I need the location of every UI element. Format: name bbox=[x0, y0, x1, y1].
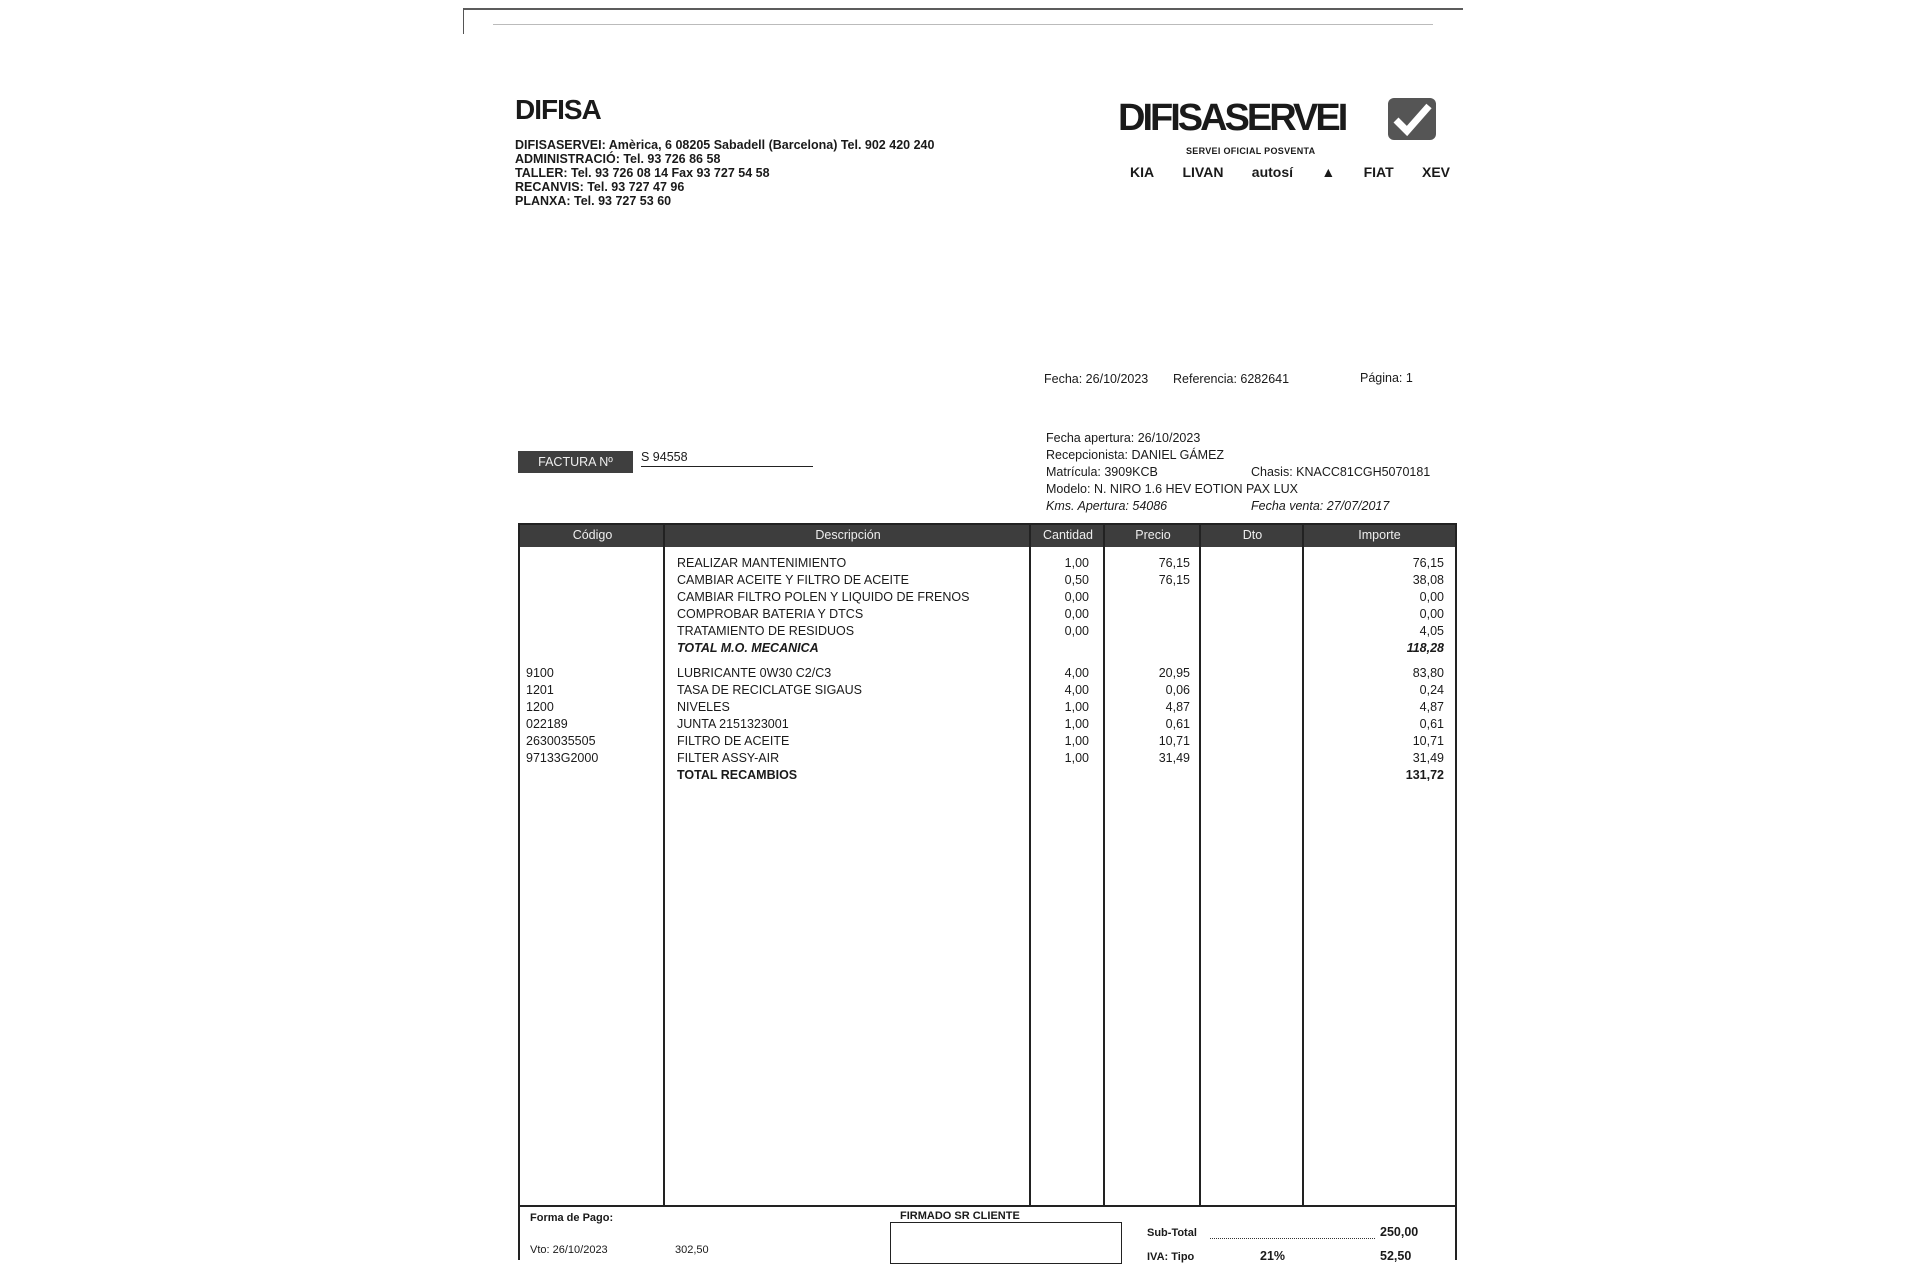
row-importe: 0,00 bbox=[1419, 607, 1444, 621]
row-importe: 0,00 bbox=[1419, 590, 1444, 604]
abarth-logo: ▲ bbox=[1321, 164, 1336, 180]
row-importe: 10,71 bbox=[1412, 734, 1444, 748]
fecha-apertura: Fecha apertura: 26/10/2023 bbox=[1046, 431, 1201, 445]
recepcionista: Recepcionista: DANIEL GÁMEZ bbox=[1046, 448, 1225, 462]
scan-top-line bbox=[493, 24, 1433, 25]
row-importe: 76,15 bbox=[1412, 556, 1444, 570]
company-address: DIFISASERVEI: Amèrica, 6 08205 Sabadell (Barcelona) Tel. 902 420 240 bbox=[515, 138, 935, 152]
row-codigo: 97133G2000 bbox=[526, 751, 599, 765]
fiat-logo: FIAT bbox=[1363, 164, 1394, 180]
signature-box bbox=[890, 1222, 1122, 1264]
row-importe: 0,61 bbox=[1419, 717, 1444, 731]
forma-pago-label: Forma de Pago: bbox=[530, 1212, 614, 1224]
row-codigo: 9100 bbox=[526, 666, 554, 680]
row-codigo: 2630035505 bbox=[526, 734, 596, 748]
row-precio: 31,49 bbox=[1158, 751, 1190, 765]
invoice-reference: Referencia: 6282641 bbox=[1173, 372, 1290, 386]
row-importe: 4,87 bbox=[1419, 700, 1444, 714]
row-cantidad: 0,00 bbox=[1064, 624, 1089, 638]
fecha-venta: Fecha venta: 27/07/2017 bbox=[1251, 499, 1390, 513]
row-precio: 20,95 bbox=[1158, 666, 1190, 680]
brand-logos bbox=[1130, 164, 1450, 180]
mo-total-label: TOTAL M.O. MECANICA bbox=[677, 641, 819, 655]
livan-logo: LIVAN bbox=[1182, 164, 1224, 180]
row-descripcion: LUBRICANTE 0W30 C2/C3 bbox=[677, 666, 832, 680]
row-descripcion: CAMBIAR ACEITE Y FILTRO DE ACEITE bbox=[677, 573, 910, 587]
parts-total-label: TOTAL RECAMBIOS bbox=[677, 768, 798, 782]
col-precio: Precio bbox=[1135, 528, 1171, 542]
mo-total-amount: 118,28 bbox=[1406, 641, 1444, 655]
row-cantidad: 4,00 bbox=[1064, 666, 1089, 680]
factura-label: FACTURA Nº bbox=[518, 451, 633, 473]
logo-subtitle: SERVEI OFICIAL POSVENTA bbox=[1186, 146, 1316, 156]
invoice-table bbox=[518, 523, 1457, 1207]
company-taller-phone: TALLER: Tel. 93 726 08 14 Fax 93 727 54 58 bbox=[515, 166, 770, 180]
vto-date: Vto: 26/10/2023 bbox=[530, 1244, 608, 1256]
row-cantidad: 0,50 bbox=[1064, 573, 1089, 587]
kms-apertura: Kms. Apertura: 54086 bbox=[1046, 499, 1168, 513]
row-precio: 10,71 bbox=[1158, 734, 1190, 748]
row-importe: 4,05 bbox=[1419, 624, 1444, 638]
company-name: DIFISA bbox=[515, 94, 601, 125]
row-cantidad: 4,00 bbox=[1064, 683, 1089, 697]
row-precio: 76,15 bbox=[1158, 573, 1190, 587]
row-codigo: 1200 bbox=[526, 700, 554, 714]
subtotal-amount: 250,00 bbox=[1380, 1225, 1419, 1239]
col-dto: Dto bbox=[1242, 528, 1263, 542]
scan-left-mark bbox=[463, 8, 464, 34]
row-descripcion: TASA DE RECICLATGE SIGAUS bbox=[677, 683, 862, 697]
row-codigo: 1201 bbox=[526, 683, 554, 697]
table-header bbox=[520, 525, 1455, 547]
row-cantidad: 1,00 bbox=[1064, 717, 1089, 731]
checkmark-icon bbox=[1388, 98, 1436, 140]
row-cantidad: 0,00 bbox=[1064, 590, 1089, 604]
row-descripcion: JUNTA 2151323001 bbox=[677, 717, 789, 731]
row-descripcion: FILTRO DE ACEITE bbox=[677, 734, 790, 748]
invoice-footer bbox=[518, 1205, 1457, 1263]
firmado-label: FIRMADO SR CLIENTE bbox=[900, 1210, 1020, 1222]
iva-amount: 52,50 bbox=[1380, 1249, 1412, 1263]
row-cantidad: 1,00 bbox=[1064, 556, 1089, 570]
row-descripcion: TRATAMIENTO DE RESIDUOS bbox=[677, 624, 855, 638]
row-cantidad: 1,00 bbox=[1064, 734, 1089, 748]
modelo: Modelo: N. NIRO 1.6 HEV EOTION PAX LUX bbox=[1046, 482, 1298, 496]
company-recanvis-phone: RECANVIS: Tel. 93 727 47 96 bbox=[515, 180, 685, 194]
col-codigo: Código bbox=[572, 528, 613, 542]
subtotal-label: Sub-Total bbox=[1147, 1227, 1197, 1239]
row-descripcion: REALIZAR MANTENIMIENTO bbox=[677, 556, 847, 570]
factura-number: S 94558 bbox=[641, 450, 813, 467]
invoice-date: Fecha: 26/10/2023 bbox=[1044, 372, 1149, 386]
row-precio: 76,15 bbox=[1158, 556, 1190, 570]
parts-total-amount: 131,72 bbox=[1405, 768, 1444, 782]
row-cantidad: 0,00 bbox=[1064, 607, 1089, 621]
vehicle-info bbox=[1046, 430, 1486, 515]
xev-logo: XEV bbox=[1421, 164, 1450, 180]
col-importe: Importe bbox=[1358, 528, 1401, 542]
scan-top-border bbox=[463, 8, 1463, 10]
company-contact bbox=[515, 138, 934, 208]
row-precio: 0,06 bbox=[1165, 683, 1190, 697]
col-cantidad: Cantidad bbox=[1042, 528, 1094, 542]
company-admin-phone: ADMINISTRACIÓ: Tel. 93 726 86 58 bbox=[515, 152, 721, 166]
logo-text: DIFISASERVEI bbox=[1118, 97, 1346, 139]
row-descripcion: FILTER ASSY-AIR bbox=[677, 751, 780, 765]
col-descripcion: Descripción bbox=[815, 528, 881, 542]
difisaservei-logo bbox=[1118, 97, 1450, 180]
page-number: Página: 1 bbox=[1360, 371, 1413, 385]
kia-logo: KIA bbox=[1130, 164, 1155, 180]
row-descripcion: CAMBIAR FILTRO POLEN Y LIQUIDO DE FRENOS bbox=[677, 590, 970, 604]
autosi-logo: autosí bbox=[1251, 164, 1294, 180]
row-descripcion: NIVELES bbox=[677, 700, 730, 714]
chasis: Chasis: KNACC81CGH5070181 bbox=[1251, 465, 1431, 479]
row-codigo: 022189 bbox=[526, 717, 568, 731]
row-importe: 38,08 bbox=[1412, 573, 1444, 587]
row-precio: 0,61 bbox=[1165, 717, 1190, 731]
row-importe: 31,49 bbox=[1412, 751, 1444, 765]
row-importe: 83,80 bbox=[1412, 666, 1444, 680]
matricula: Matrícula: 3909KCB bbox=[1046, 465, 1158, 479]
row-cantidad: 1,00 bbox=[1064, 751, 1089, 765]
invoice-page bbox=[463, 0, 1463, 1263]
vto-amount: 302,50 bbox=[675, 1244, 709, 1256]
iva-label: IVA: Tipo bbox=[1147, 1251, 1195, 1263]
row-descripcion: COMPROBAR BATERIA Y DTCS bbox=[677, 607, 864, 621]
row-precio: 4,87 bbox=[1165, 700, 1190, 714]
row-importe: 0,24 bbox=[1419, 683, 1444, 697]
iva-rate: 21% bbox=[1260, 1249, 1286, 1263]
company-planxa-phone: PLANXA: Tel. 93 727 53 60 bbox=[515, 194, 672, 208]
row-cantidad: 1,00 bbox=[1064, 700, 1089, 714]
